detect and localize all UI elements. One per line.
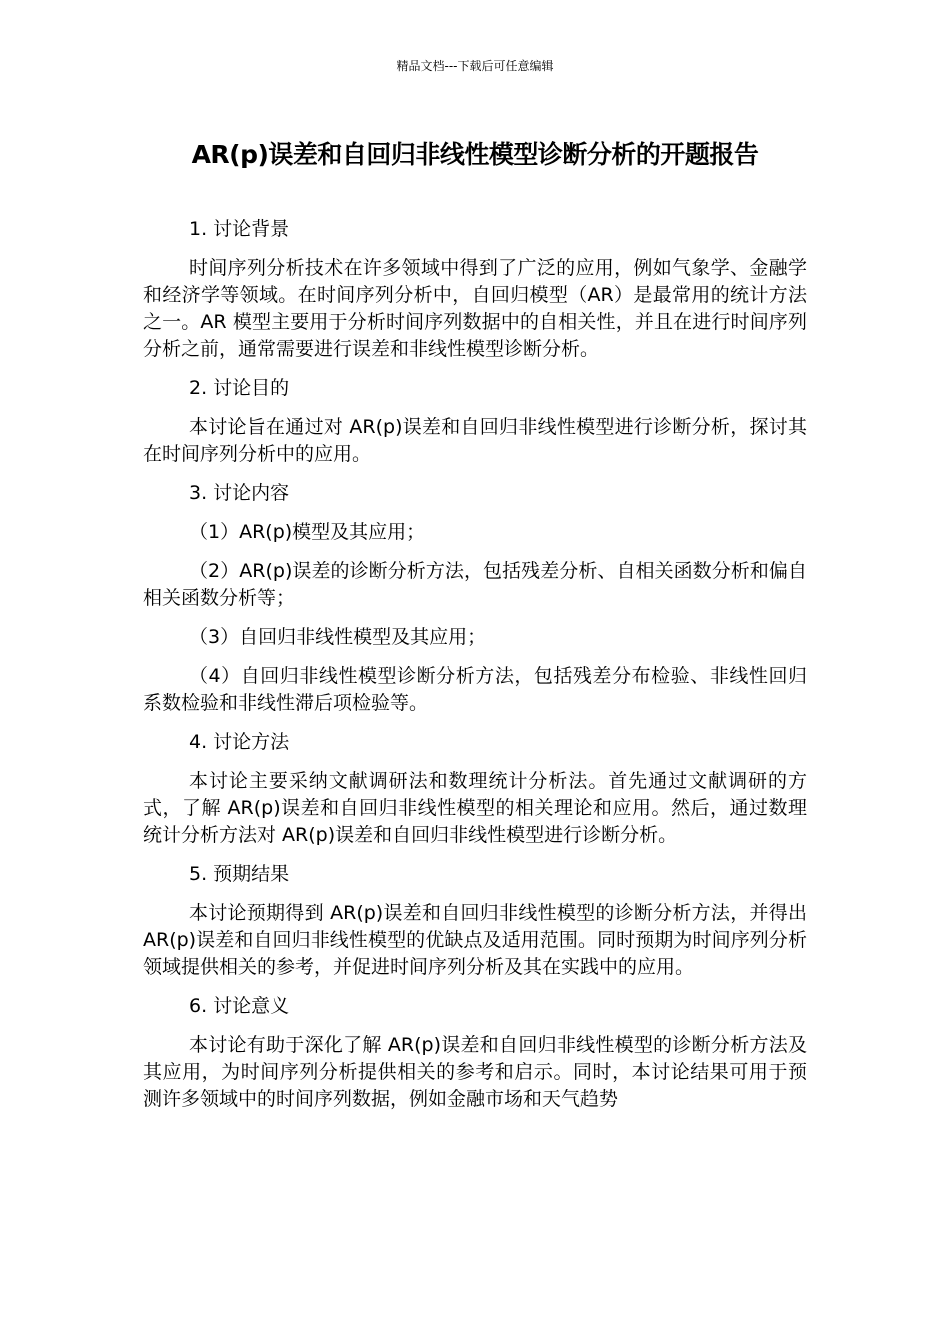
content-list-item: （1）AR(p)模型及其应用； [189, 521, 426, 543]
content-list-item: （3）自回归非线性模型及其应用； [189, 626, 487, 648]
content-list-item: （2）AR(p)误差的诊断分析方法，包括残差分析、自相关函数分析和偏自相关函数分析等； [143, 560, 807, 609]
section-heading-content: 3. 讨论内容 [189, 482, 290, 504]
page-title: AR(p)误差和自回归非线性模型诊断分析的开题报告 [191, 140, 759, 169]
header-note: 精品文档---下载后可任意编辑 [396, 59, 554, 73]
section-heading-background: 1. 讨论背景 [189, 218, 290, 240]
section-paragraph-significance: 本讨论有助于深化了解 AR(p)误差和自回归非线性模型的诊断分析方法及其应用，为时间序列分析提供相关的参考和启示。同时，本讨论结果可用于预测许多领域中的时间序列数据，例如金融市场和天气趋势 [143, 1034, 807, 1110]
section-paragraph-expected-results: 本讨论预期得到 AR(p)误差和自回归非线性模型的诊断分析方法，并得出 AR(p)误差和自回归非线性模型的优缺点及适用范围。同时预期为时间序列分析领域提供相关的参考，并促进时间序列分析及其在实践中的应用。 [143, 902, 807, 978]
section-heading-method: 4. 讨论方法 [189, 731, 290, 753]
content-list-item: （4）自回归非线性模型诊断分析方法，包括残差分布检验、非线性回归系数检验和非线性滞后项检验等。 [143, 665, 807, 714]
section-paragraph-purpose: 本讨论旨在通过对 AR(p)误差和自回归非线性模型进行诊断分析，探讨其在时间序列分析中的应用。 [143, 416, 807, 465]
section-heading-purpose: 2. 讨论目的 [189, 377, 290, 399]
section-heading-expected-results: 5. 预期结果 [189, 863, 290, 885]
document-body [143, 216, 807, 1125]
section-paragraph-method: 本讨论主要采纳文献调研法和数理统计分析法。首先通过文献调研的方式，了解 AR(p)误差和自回归非线性模型的相关理论和应用。然后，通过数理统计分析方法对 AR(p)误差和自回归非线性模型进行诊断分析。 [143, 770, 807, 846]
section-heading-significance: 6. 讨论意义 [189, 995, 290, 1017]
section-paragraph-background: 时间序列分析技术在许多领域中得到了广泛的应用，例如气象学、金融学和经济学等领域。在时间序列分析中，自回归模型（AR）是最常用的统计方法之一。AR 模型主要用于分析时间序列数据中的自相关性，并且在进行时间序列分析之前，通常需要进行误差和非线性模型诊断分析。 [143, 257, 807, 360]
